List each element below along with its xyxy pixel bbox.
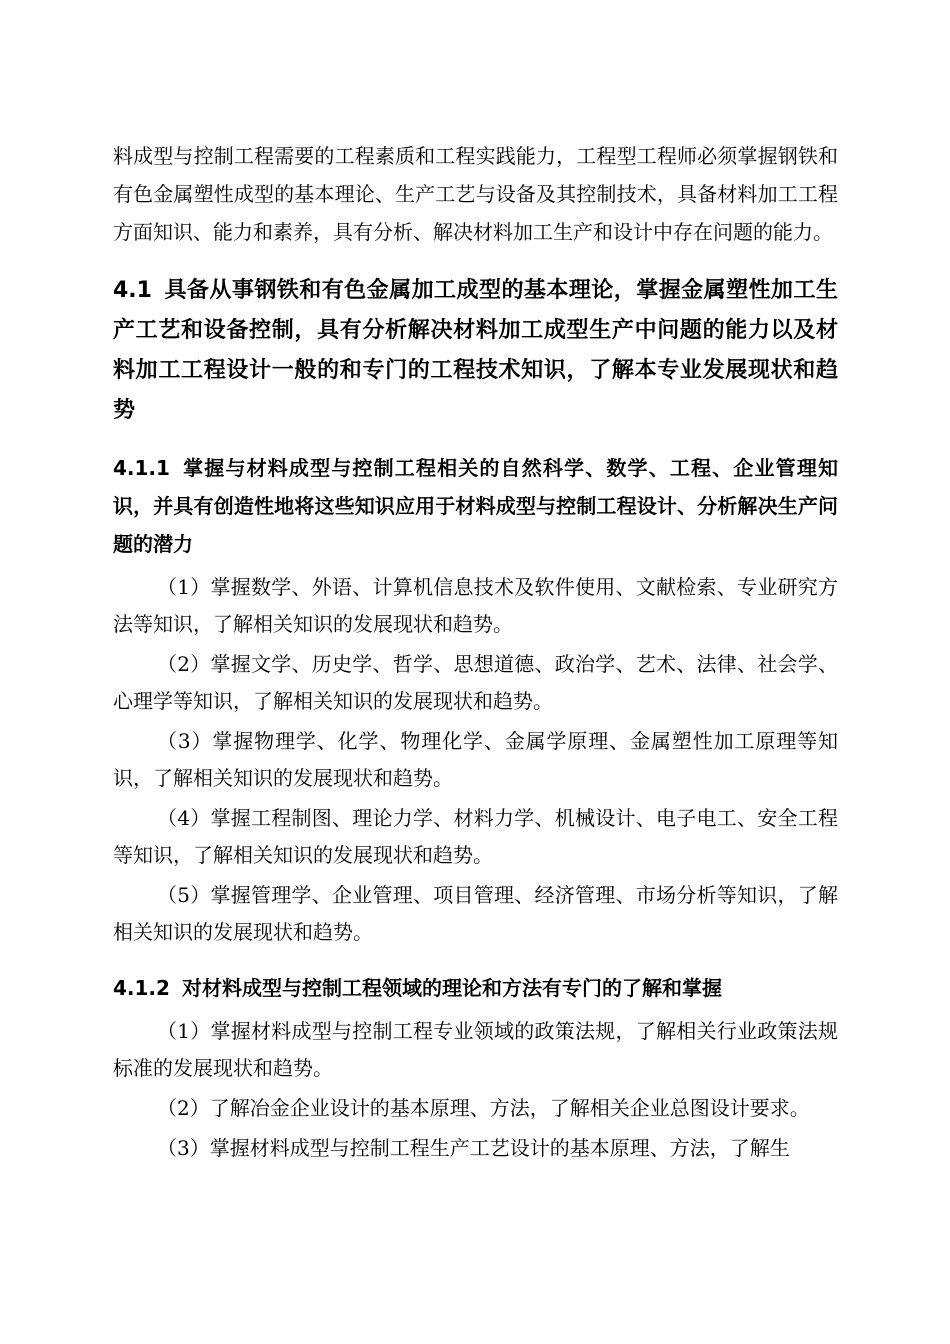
list-item: （1）掌握数学、外语、计算机信息技术及软件使用、文献检索、专业研究方法等知识，了解相关知识的发展现状和趋势。 — [113, 575, 838, 636]
heading-4-1-2 — [113, 969, 838, 1007]
list-item: （1）掌握材料成型与控制工程专业领域的政策法规，了解相关行业政策法规标准的发展现状和趋势。 — [113, 1019, 838, 1080]
heading-4-1-1-title: 掌握与材料成型与控制工程相关的自然科学、数学、工程、企业管理知识，并具有创造性地将这些知识应用于材料成型与控制工程设计、分析解决生产问题的潜力 — [113, 456, 838, 556]
list-item: （5）掌握管理学、企业管理、项目管理、经济管理、市场分析等知识，了解相关知识的发展现状和趋势。 — [113, 883, 838, 944]
heading-4-1-number: 4.1 — [113, 278, 152, 303]
document-page — [113, 137, 838, 1170]
list-item: （2）掌握文学、历史学、哲学、思想道德、政治学、艺术、法律、社会学、心理学等知识，了解相关知识的发展现状和趋势。 — [113, 652, 838, 713]
list-item: （3）掌握材料成型与控制工程生产工艺设计的基本原理、方法，了解生 — [157, 1136, 790, 1160]
heading-4-1-1-number: 4.1.1 — [113, 456, 170, 480]
list-item: （3）掌握物理学、化学、物理化学、金属学原理、金属塑性加工原理等知识，了解相关知识的发展现状和趋势。 — [113, 729, 838, 790]
intro-paragraph: 料成型与控制工程需要的工程素质和工程实践能力，工程型工程师必须掌握钢铁和有色金属塑性成型的基本理论、生产工艺与设备及其控制技术，具备材料加工工程方面知识、能力和素养，具有分析、解决材料加工生产和设计中存在问题的能力。 — [113, 144, 838, 244]
heading-4-1-2-title: 对材料成型与控制工程领域的理论和方法有专门的了解和掌握 — [181, 976, 722, 1000]
heading-4-1 — [113, 271, 838, 431]
heading-4-1-2-number: 4.1.2 — [113, 976, 170, 1000]
heading-4-1-title: 具备从事钢铁和有色金属加工成型的基本理论，掌握金属塑性加工生产工艺和设备控制，具有分析解决材料加工成型生产中问题的能力以及材料加工工程设计一般的和专门的工程技术知识，了解本专业发展现状和趋势 — [113, 278, 838, 423]
list-item: （4）掌握工程制图、理论力学、材料力学、机械设计、电子电工、安全工程等知识，了解相关知识的发展现状和趋势。 — [113, 806, 838, 867]
heading-4-1-1 — [113, 449, 838, 563]
list-item: （2）了解冶金企业设计的基本原理、方法，了解相关企业总图设计要求。 — [157, 1096, 810, 1120]
